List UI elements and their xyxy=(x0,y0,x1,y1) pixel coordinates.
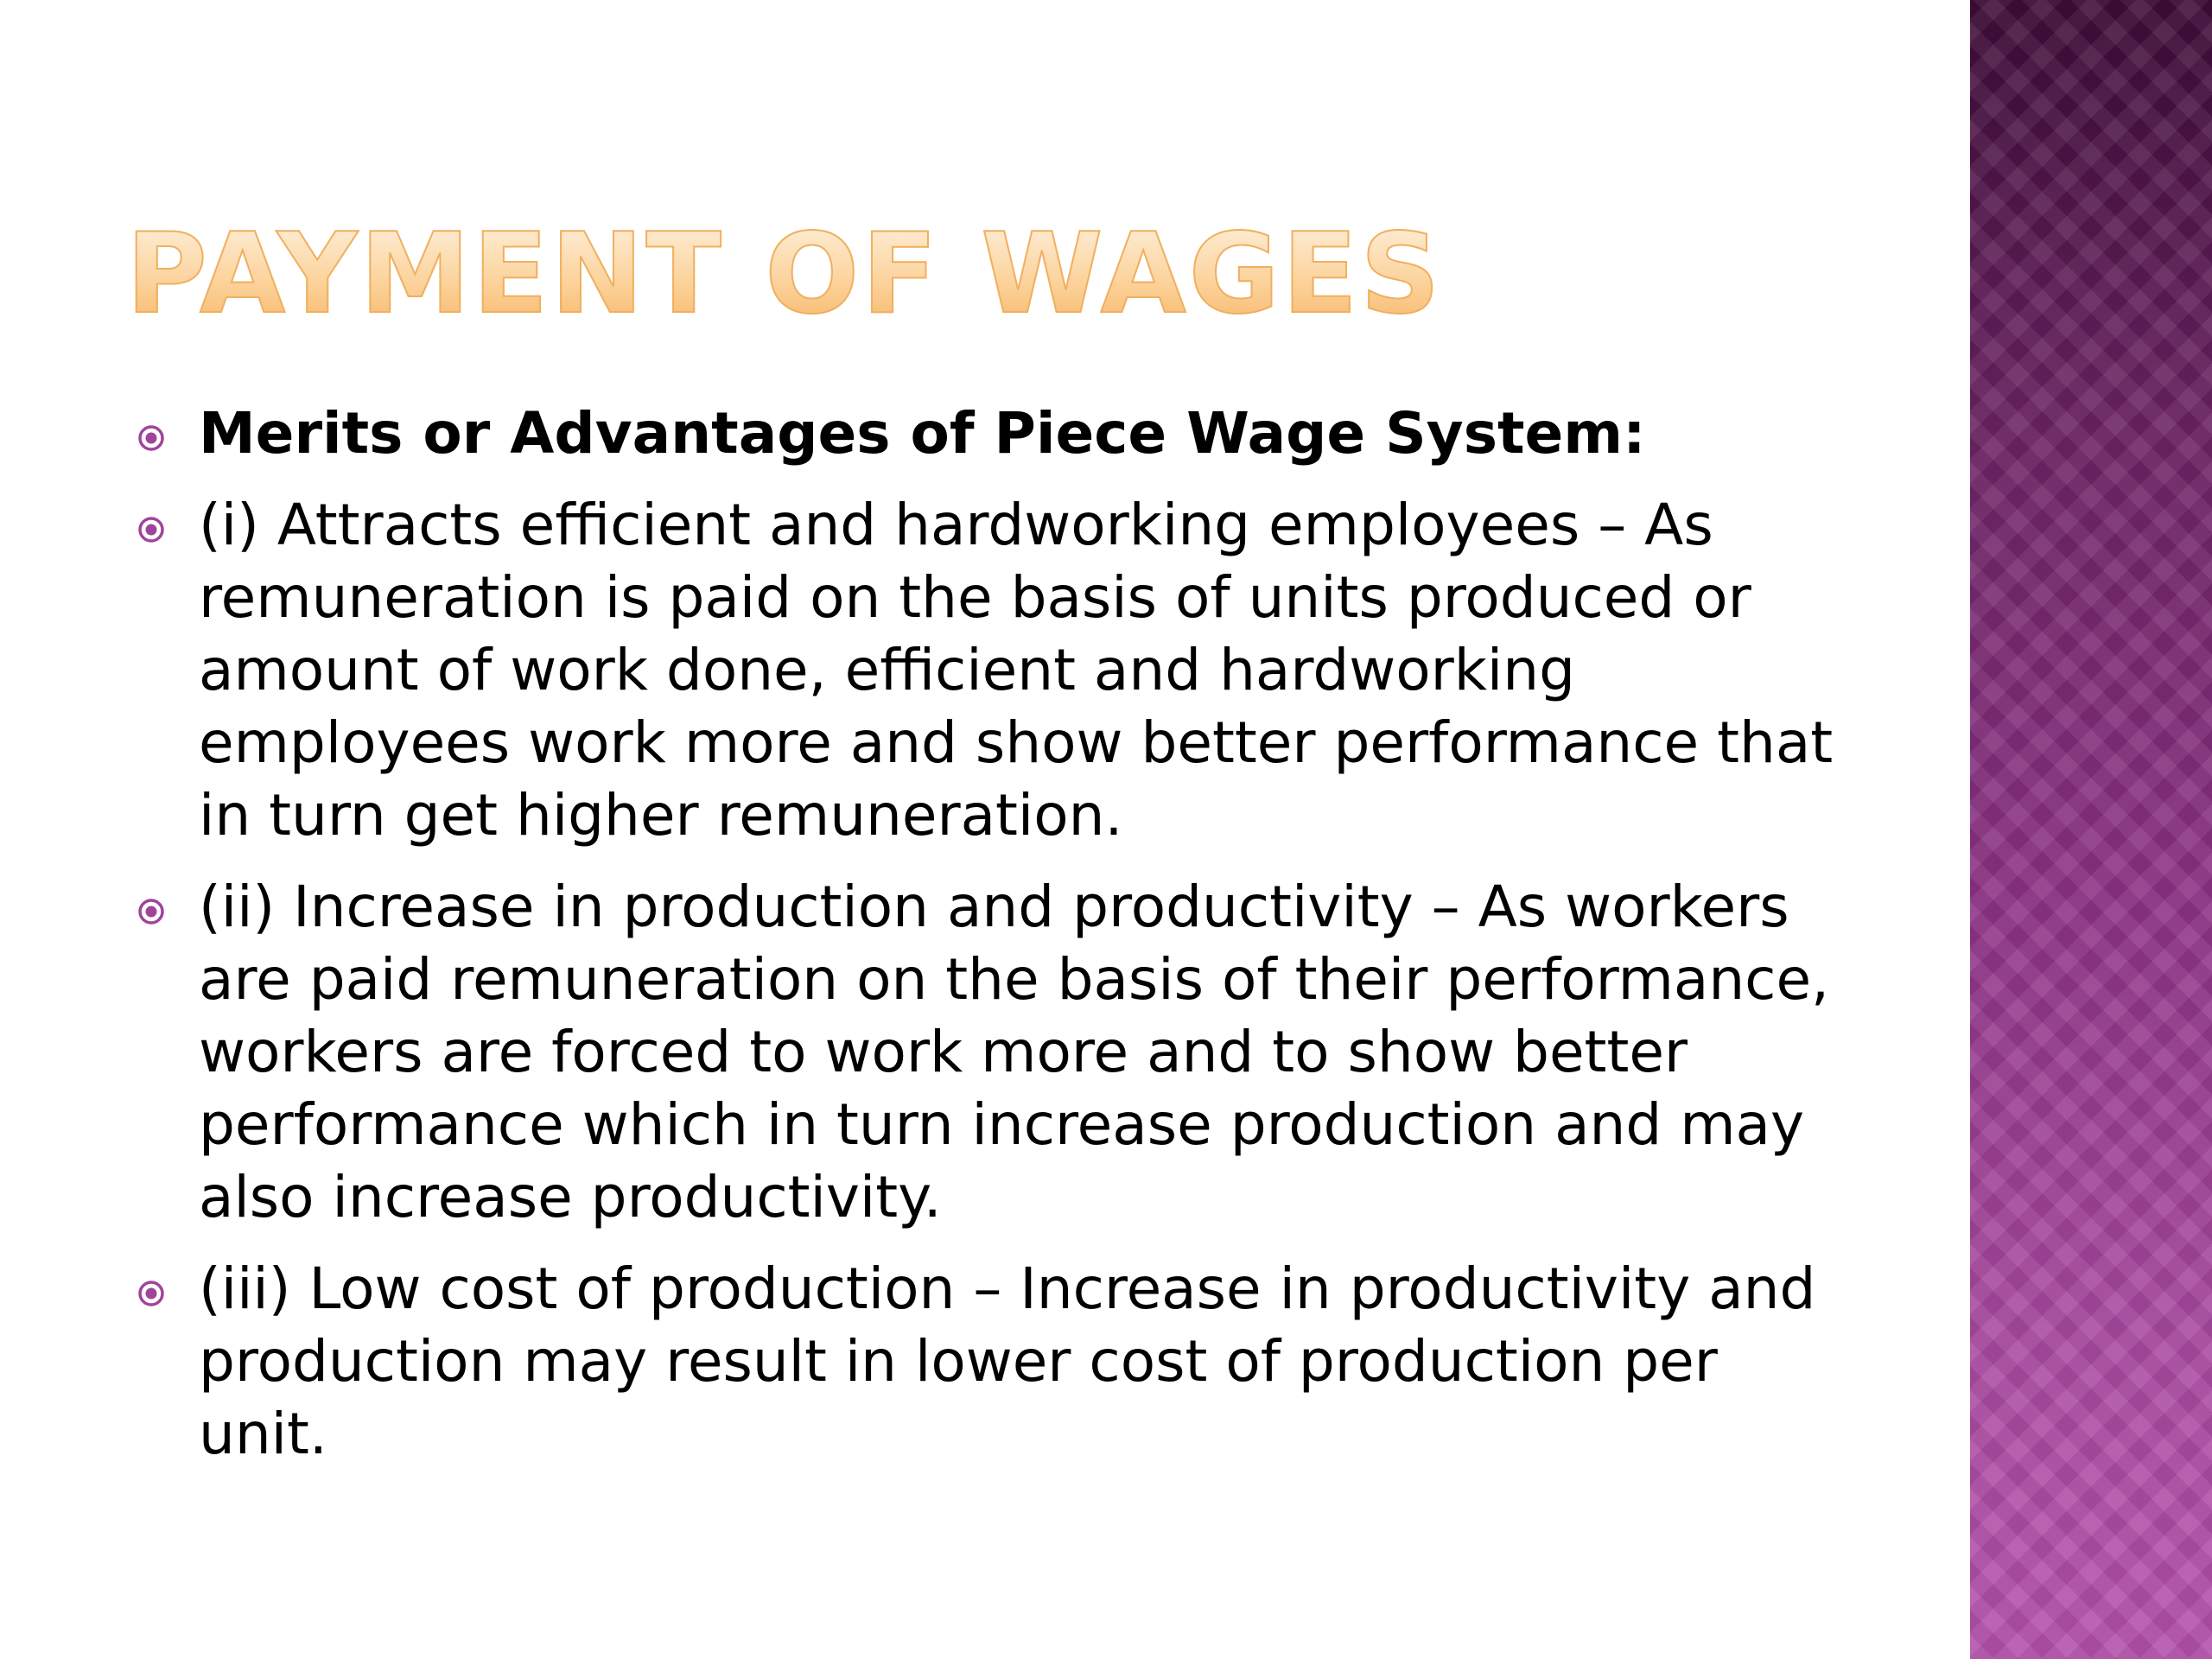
circle-bullet-icon xyxy=(137,1279,166,1308)
slide-title: PAYMENT OF WAGES xyxy=(126,210,1443,339)
circle-bullet-icon xyxy=(137,423,166,453)
circle-bullet-icon xyxy=(137,515,166,544)
bullet-item xyxy=(130,1253,1858,1471)
bullet-item xyxy=(130,489,1858,852)
bullet-item-heading xyxy=(130,397,1858,470)
bullet-text: (i) Attracts efficient and hardworking employees – As remuneration is paid on the basis of units produced or amount of work done, efficient and hardworking employees work more and show better performance that in turn get higher remuneration. xyxy=(199,492,1834,849)
bullet-text: Merits or Advantages of Piece Wage System: xyxy=(199,400,1646,467)
bullet-text: (iii) Low cost of production – Increase in productivity and production may result in lower cost of production per unit. xyxy=(199,1255,1816,1467)
bullet-item xyxy=(130,871,1858,1234)
decorative-side-band xyxy=(1970,0,2212,1659)
circle-bullet-icon xyxy=(137,897,166,926)
bullet-list xyxy=(130,397,1858,1490)
bullet-text: (ii) Increase in production and productivity – As workers are paid remuneration on the basis of their performance, workers are forced to work more and to show better performance which in turn increase production and may also increase productivity. xyxy=(199,874,1830,1230)
